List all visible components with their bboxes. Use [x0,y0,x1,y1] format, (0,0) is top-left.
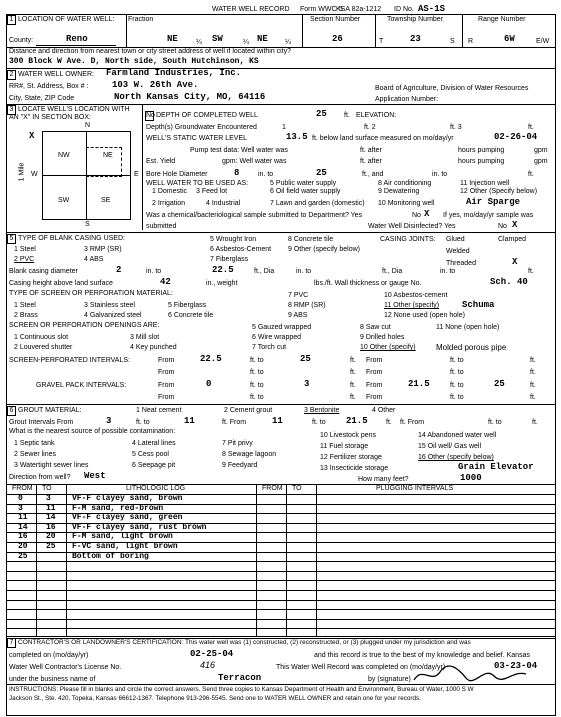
elevation-label: ELEVATION: [356,112,397,119]
spi-from: 22.5 [200,354,222,364]
application-label: Application Number: [375,96,439,103]
east-label: E [134,171,139,178]
gpi-from-2: 21.5 [408,379,430,389]
depth-ft: ft. [344,112,350,119]
grout-intervals-label: Grout Intervals From [9,419,74,426]
fraction-2: SW [212,34,223,44]
section-number-label: Section Number [310,16,361,23]
ksa-number: KSA 82a-1212 [336,6,382,13]
groundwater-label: Depth(s) Groundwater Encountered [146,124,257,131]
county-value: Reno [66,34,88,44]
log-description: F-VC sand, light brown [72,542,178,551]
grout-from-2: 11 [272,416,283,426]
id-label: ID No. [394,6,414,13]
fraction-label: Fraction [128,16,154,23]
bore-depth: 25 [316,168,327,178]
log-from: 0 [18,494,23,503]
log-header: FROM [262,485,283,492]
s1-title: LOCATION OF WATER WELL: [18,16,115,23]
grout-to-1: 11 [184,416,195,426]
address-label: RR#, St. Address, Box # : [9,83,89,90]
section-4-number: No [146,112,155,119]
gpi-to-2: 25 [494,379,505,389]
log-from: 16 [18,532,28,542]
chem-no-x: X [424,209,430,219]
section-6-number: 6 [7,406,16,416]
record-date: 03-23-04 [494,661,538,671]
static-level: 13.5 [286,132,308,142]
fraction-1: NE [167,34,178,44]
business-name: Terracon [218,673,262,683]
s3-title-1: LOCATE WELL'S LOCATION WITH [18,106,130,113]
distance-feet: 1000 [460,473,482,483]
board-label: Board of Agriculture, Division of Water Resources [375,85,529,92]
use-label: WELL WATER TO BE USED AS: [146,180,249,187]
static-date: 02-26-04 [494,132,538,142]
township-number: 23 [410,34,421,44]
x-mark: X [29,131,35,141]
use-other-value: Air Sparge [466,197,521,207]
log-description: VF-F clayey sand, green [72,513,183,523]
grout-from-1: 3 [106,416,112,426]
fraction-q2: ¼ [243,39,249,46]
distance-value: 300 Block W Ave. D, North side, South Hutchinson, KS [9,57,259,66]
log-header: FROM [12,485,33,492]
direction-value: West [84,471,106,481]
disinfected-no-x: X [512,220,518,230]
openings-label: SCREEN OR PERFORATION OPENINGS ARE: [9,322,160,329]
range-number: 6W [504,34,515,44]
log-to: 3 [46,494,51,503]
direction-label: Direction from well? [9,474,71,481]
s3-title-2: AN "X" IN SECTION BOX: [9,114,91,121]
township-label: Township Number [387,16,444,23]
county-label: County: [9,37,34,44]
log-from: 3 [18,503,23,513]
section-number: 26 [332,34,343,44]
log-description: VF-F clayey sand, rust brown [72,522,207,532]
city-label: City, State, ZIP Code [9,95,75,102]
west-label: W [31,171,38,178]
est-yield-label: Est. Yield [146,158,176,165]
s5-title: TYPE OF BLANK CASING USED: [18,235,125,242]
log-from: 25 [18,551,28,561]
form-number: Form WWC-5 [300,6,343,13]
disinfected-label: Water Well Disinfected? Yes [368,223,456,230]
section-3-number: 3 [7,105,16,115]
section-7-number: 7 [7,638,16,648]
instructions-1: INSTRUCTIONS: Please fill in blanks and circle the correct answers. Send three copies to Kansas Department of Health and Environment, Bureau of Water, 1000 S W [9,686,474,693]
sw-label: SW [58,197,70,204]
gauge-value: Sch. 40 [490,277,528,287]
chem-label: Was a chemical/bacteriological sample submitted to Department? Yes [146,212,363,219]
south-label: S [85,221,90,228]
threaded-x: X [512,257,518,267]
pump-test-label: Pump test data: Well water was [190,147,288,154]
completed-date: 02-25-04 [190,649,234,659]
log-from: 11 [18,513,28,523]
fraction-q3: ¼ [285,39,291,46]
section-1-number: 1 [7,15,16,25]
blank-casing-label: Blank casing diameter [9,268,78,275]
spi-label: SCREEN-PERFORATED INTERVALS: [9,357,130,364]
township-s: S [450,38,455,45]
screen-other-value: Schuma [462,300,495,310]
se-label: SE [101,197,111,204]
log-to: 16 [46,522,56,532]
s2-title: WATER WELL OWNER: [18,71,94,78]
grout-to-2: 21.5 [346,416,368,426]
mile-label: 1 Mile [18,162,26,182]
range-r: R [468,38,474,45]
blank-casing-to: 22.5 [212,265,234,275]
form-title: WATER WELL RECORD [212,6,290,13]
static-level-label: WELL'S STATIC WATER LEVEL [146,135,248,142]
log-description: F-M sand, light brown [72,532,173,542]
fraction-q1: ¼ [196,39,202,46]
log-to: 25 [46,542,56,551]
depth-label: DEPTH OF COMPLETED WELL [156,112,258,119]
bore-diameter: 8 [234,168,240,178]
log-header: TO [42,485,52,492]
certification-line-1: CONTRACTOR'S OR LANDOWNER'S CERTIFICATION: This water well was (1) constructed, (2) reconstructed, or (3) plugged under my jurisdiction and was [18,639,471,646]
distance-label: Distance and direction from nearest town or city street address of well if located within city? [9,48,292,55]
license-number: 416 [200,660,216,670]
id-value: AS-1S [418,4,446,14]
spi-to: 25 [300,354,311,364]
log-to: 11 [46,503,56,513]
log-to: 14 [46,513,56,523]
grout-material-label: GROUT MATERIAL: [18,407,82,414]
north-label: N [85,122,91,129]
how-many-feet-label: How many feet? [358,476,409,483]
range-label: Range Number [478,16,526,23]
casing-height-label: Casing height above land surface [9,280,113,287]
log-from: 20 [18,542,28,551]
section-5-number: 5 [7,234,16,244]
screen-material-label: TYPE OF SCREEN OR PERFORATION MATERIAL: [9,290,173,297]
casing-joints-label: CASING JOINTS: [380,236,436,243]
log-header: LITHOLOGIC LOG [126,485,186,492]
log-description: F-M sand, red-brown [72,503,164,513]
gpi-label: GRAVEL PACK INTERVALS: [36,382,127,389]
section-2-number: 2 [7,70,16,80]
township-t: T [379,38,384,45]
openings-other-value: Molded porous pipe [436,343,507,352]
owner-name: Farmland Industries, Inc. [106,68,242,78]
contamination-label: What is the nearest source of possible contamination: [9,428,176,435]
log-to: 20 [46,532,56,542]
contamination-other: Grain Elevator [458,462,534,472]
fraction-3: NE [257,34,268,44]
range-ew: E/W [536,38,550,45]
log-header: PLUGGING INTERVALS [376,485,454,492]
gpi-from: 0 [206,379,212,389]
owner-city: North Kansas City, MO, 64116 [114,92,266,102]
casing-height: 42 [160,277,171,287]
instructions-2: Jackson St., Ste. 420, Topeka, Kansas 66612-1367. Telephone 913-296-5545. Send one to WATER WELL OWNER and retain one for your records. [9,695,421,702]
log-description: Bottom of boring [72,551,149,561]
ne-label: NE [103,152,113,159]
log-description: VF-F clayey sand, brown [72,494,183,503]
log-from: 14 [18,522,28,532]
bore-label: Bore Hole Diameter [146,171,208,178]
gpi-to: 3 [304,379,310,389]
log-header: TO [292,485,302,492]
nw-label: NW [58,152,70,159]
blank-casing-diameter: 2 [116,265,122,275]
owner-address: 103 W. 26th Ave. [112,80,199,90]
depth-value: 25 [316,109,327,119]
signature-mark [410,662,530,686]
